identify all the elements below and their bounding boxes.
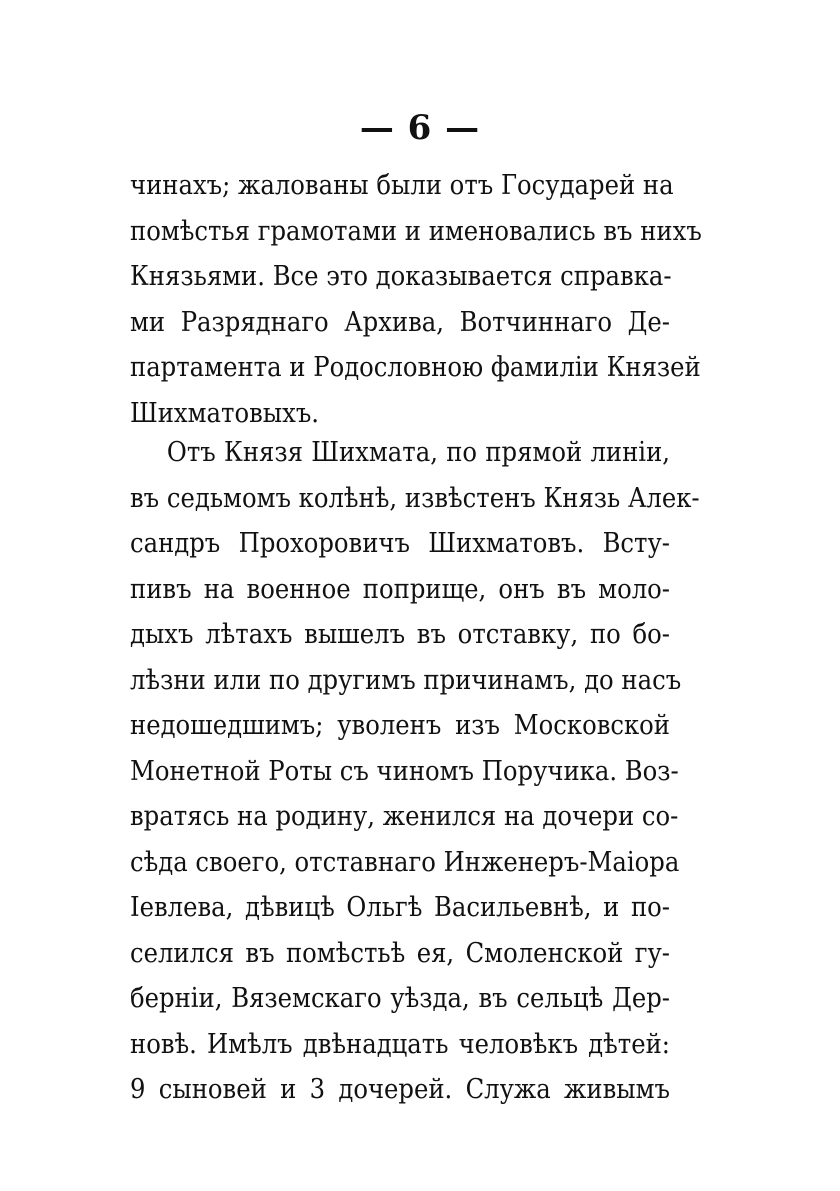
text-line: въ седьмомъ колѣнѣ, извѣстенъ Князь Алек- [130,482,700,514]
text-line: ми Разряднаго Архива, Вотчиннаго Де- [130,306,670,338]
text-line: недошедшимъ; уволенъ изъ Московской [130,710,670,741]
page-number: — 6 — [359,108,481,148]
text-line: 9 сыновей и 3 дочерей. Служа живымъ [130,1074,670,1105]
text-line: берніи, Вяземскаго уѣзда, въ сельцѣ Дер- [130,983,670,1014]
text-line: дыхъ лѣтахъ вышелъ въ отставку, по бо- [130,619,670,650]
text-line: новѣ. Имѣлъ двѣнадцать человѣкъ дѣтей: [130,1028,670,1060]
paragraph-1 [130,163,702,436]
text-line: чинахъ; жалованы были отъ Государей на [130,170,674,201]
text-line: Князьями. Все это доказывается справка- [130,261,672,292]
text-line: Отъ Князя Шихмата, по прямой линіи, [166,437,670,468]
text-line: партамента и Родословною фамиліи Князей [130,352,701,383]
text-line: помѣстья грамотами и именовались въ нихъ [130,215,702,247]
text-line: лѣзни или по другимъ причинамъ, до насъ [130,664,682,696]
text-line: селился въ помѣстьѣ ея, Смоленской гу- [130,937,670,969]
text-line: Монетной Роты съ чиномъ Поручика. Воз- [130,755,679,787]
text-line: пивъ на военное поприще, онъ въ моло- [130,573,670,605]
text-line: сѣда своего, отставнаго Инженеръ-Маіора [130,846,680,878]
text-line: вратясь на родину, женился на дочери со- [130,801,679,832]
text-line: Іевлева, дѣвицѣ Ольгѣ Васильевнѣ, и по- [130,892,670,923]
paragraph-2 [130,430,700,1113]
text-line: Шихматовыхъ. [130,397,320,429]
text-line: сандръ Прохоровичъ Шихматовъ. Всту- [130,528,670,559]
